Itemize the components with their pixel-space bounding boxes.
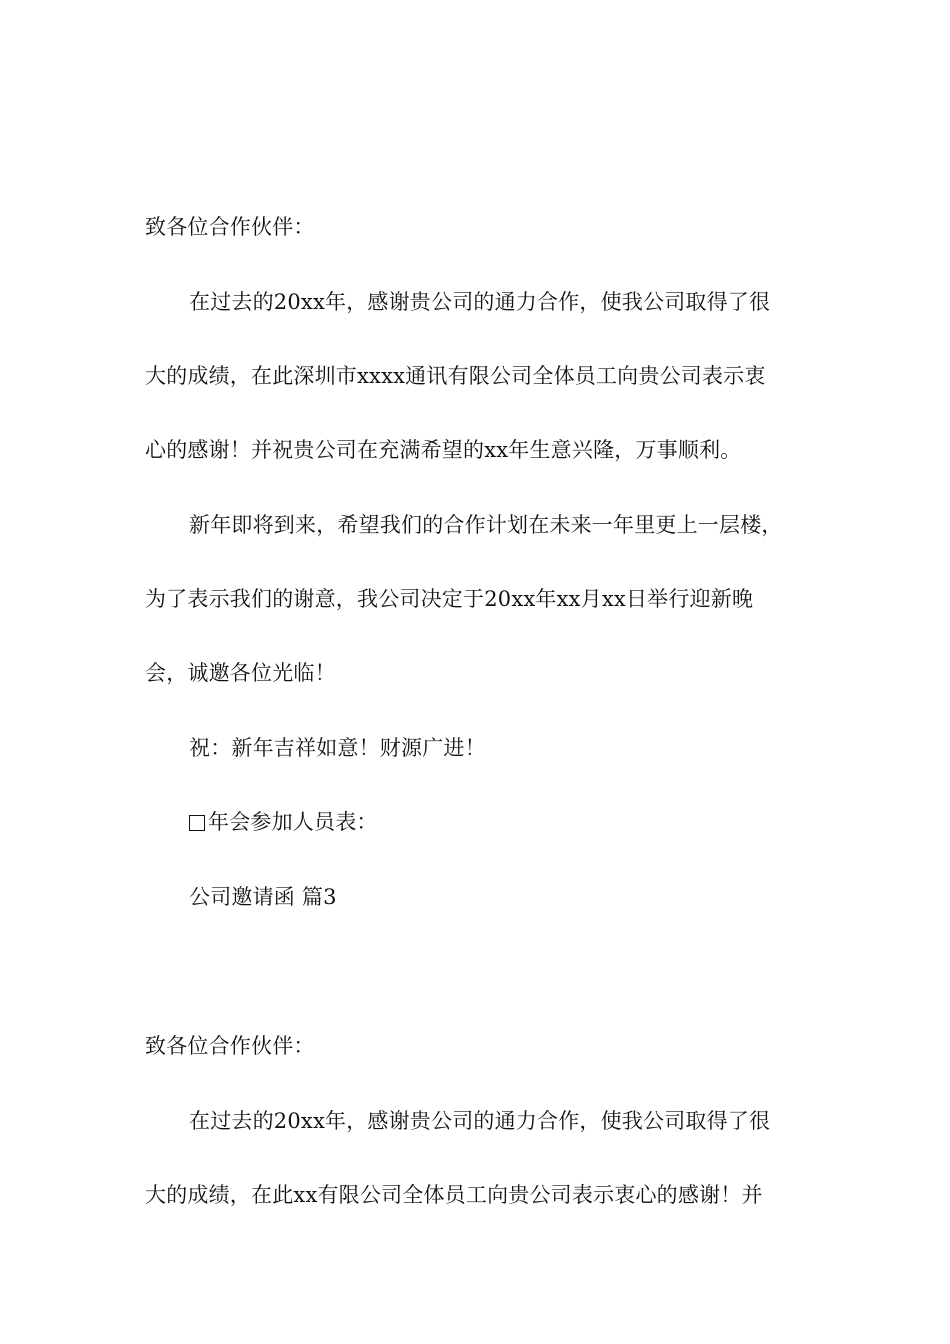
attendee-table-text: 年会参加人员表： — [208, 810, 378, 834]
salutation: 致各位合作伙伴： — [145, 1034, 315, 1058]
section-heading: 公司邀请函 篇3 — [189, 885, 337, 909]
paragraph-line: 大的成绩，在此深圳市xxxx通讯有限公司全体员工向贵公司表示衷 — [145, 364, 766, 388]
paragraph-line: 新年即将到来，希望我们的合作计划在未来一年里更上一层楼， — [189, 513, 783, 537]
checkbox-icon — [189, 815, 205, 831]
paragraph-line: 会，诚邀各位光临！ — [145, 661, 336, 685]
wish-line: 祝：新年吉祥如意！财源广进！ — [189, 736, 486, 760]
paragraph-line: 大的成绩，在此xx有限公司全体员工向贵公司表示衷心的感谢！并 — [145, 1183, 763, 1207]
paragraph-line: 为了表示我们的谢意，我公司决定于20xx年xx月xx日举行迎新晚 — [145, 587, 754, 611]
salutation: 致各位合作伙伴： — [145, 215, 315, 239]
paragraph-line: 心的感谢！并祝贵公司在充满希望的xx年生意兴隆，万事顺利。 — [145, 438, 742, 462]
paragraph-line: 在过去的20xx年，感谢贵公司的通力合作，使我公司取得了很 — [189, 1109, 771, 1133]
paragraph-line: 在过去的20xx年，感谢贵公司的通力合作，使我公司取得了很 — [189, 290, 771, 314]
attendee-table-label — [189, 807, 378, 837]
